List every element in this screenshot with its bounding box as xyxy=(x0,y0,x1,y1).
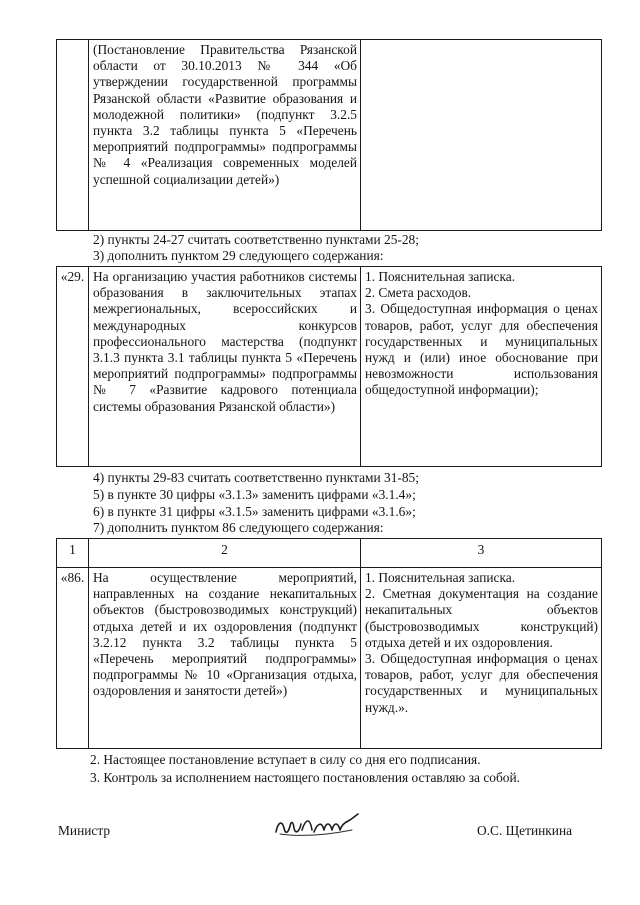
amendment-line: 3) дополнить пунктом 29 следующего содержания: xyxy=(93,248,384,263)
document-item: 2. Сметная документация на создание некапитальных объектов (быстровозводимых конструкций) отдыха детей и их оздоровления. xyxy=(365,586,598,650)
purpose-cell: На осуществление мероприятий, направленных на создание некапитальных объектов (быстровозводимых конструкций) отдыха детей и их оздоровления (подпункт 3.2.12 пункта 3.2 таблицы пункта 5 «Перечень мероприятий подпрограммы» подпрограммы № 10 «Организация отдыха, оздоровления и занятости детей») xyxy=(89,568,361,749)
document-item: 1. Пояснительная записка. xyxy=(365,269,516,284)
handwritten-signature xyxy=(272,808,368,842)
document-item: 3. Общедоступная информация о ценах товаров, работ, услуг для обеспечения государственных и муниципальных нужд.». xyxy=(365,651,598,715)
document-item: 3. Общедоступная информация о ценах товаров, работ, услуг для обеспечения государственных и муниципальных нужд и (или) иное обоснование при невозможности использования общедоступной информации); xyxy=(365,301,598,398)
table-header-row xyxy=(57,539,602,568)
signatory-name: О.С. Щетинкина xyxy=(477,823,573,838)
row-number: «29. xyxy=(57,267,89,467)
column-header: 3 xyxy=(361,539,602,568)
document-item: 1. Пояснительная записка. xyxy=(365,570,516,585)
table-row xyxy=(57,568,602,749)
amendment-line: 5) в пункте 30 цифры «3.1.3» заменить цифрами «3.1.4»; xyxy=(93,487,416,502)
documents-cell xyxy=(361,40,602,231)
item-29-table xyxy=(56,266,602,467)
documents-cell xyxy=(361,568,602,749)
document-item: 2. Смета расходов. xyxy=(365,285,472,301)
closing-paragraph: 2. Настоящее постановление вступает в силу со дня его подписания. xyxy=(90,752,481,767)
purpose-cell: На организацию участия работников системы образования в заключительных этапах межрегиональных, всероссийских и международных конкурсов профессионального мастерства (подпункт 3.1.3 пункта 3.1 таблицы пункта 5 «Перечень мероприятий подпрограммы» подпрограммы № 7 «Развитие кадрового потенциала системы образования Рязанской области») xyxy=(89,267,361,467)
row-number xyxy=(57,40,89,231)
row-number: «86. xyxy=(57,568,89,749)
table-row xyxy=(57,40,602,231)
column-header: 1 xyxy=(57,539,89,568)
amendment-line: 2) пункты 24-27 считать соответственно пунктами 25-28; xyxy=(93,232,419,247)
signatory-position: Министр xyxy=(58,823,111,838)
table-row xyxy=(57,267,602,467)
continuation-table xyxy=(56,39,602,231)
amendment-line: 6) в пункте 31 цифры «3.1.5» заменить цифрами «3.1.6»; xyxy=(93,504,416,519)
amendment-line: 4) пункты 29-83 считать соответственно пунктами 31-85; xyxy=(93,470,419,485)
amendment-line: 7) дополнить пунктом 86 следующего содержания: xyxy=(93,520,384,535)
purpose-cell: (Постановление Правительства Рязанской области от 30.10.2013 № 344 «Об утверждении государственной программы Рязанской области «Развитие образования и молодежной политики» (подпункт 3.2.5 пункта 3.2 таблицы пункта 5 «Перечень мероприятий подпрограммы» подпрограммы № 4 «Реализация современных моделей успешной социализации детей») xyxy=(89,40,361,231)
documents-cell xyxy=(361,267,602,467)
column-header: 2 xyxy=(89,539,361,568)
item-86-table xyxy=(56,538,602,749)
closing-paragraph: 3. Контроль за исполнением настоящего постановления оставляю за собой. xyxy=(90,770,521,785)
